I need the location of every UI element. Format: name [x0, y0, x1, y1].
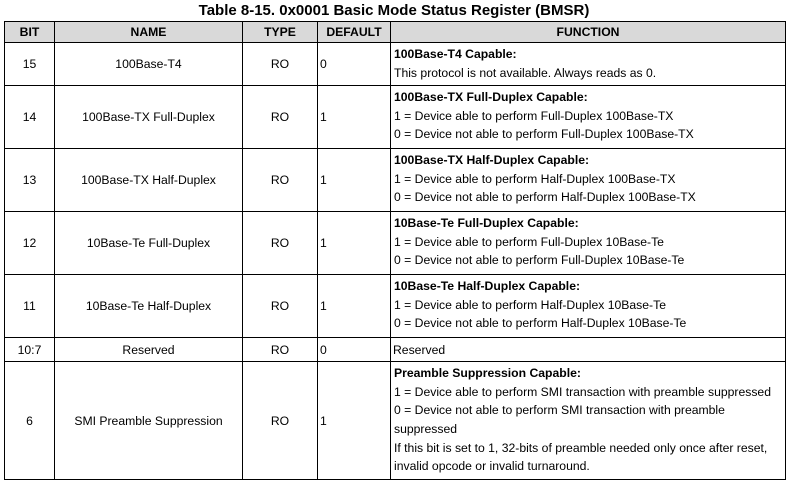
cell-type: RO — [243, 338, 318, 362]
header-default: DEFAULT — [318, 22, 391, 43]
cell-function: Reserved — [391, 338, 786, 362]
function-line: 1 = Device able to perform Full-Duplex 100Base-TX — [394, 108, 674, 123]
cell-function — [391, 86, 786, 149]
cell-function — [391, 43, 786, 86]
cell-name: 100Base-T4 — [55, 43, 243, 86]
cell-type: RO — [243, 275, 318, 338]
function-line: 1 = Device able to perform Half-Duplex 10Base-Te — [394, 297, 666, 312]
table-row — [5, 86, 786, 149]
header-name: NAME — [55, 22, 243, 43]
cell-bit: 14 — [5, 86, 55, 149]
cell-bit: 10:7 — [5, 338, 55, 362]
cell-name: 100Base-TX Full-Duplex — [55, 86, 243, 149]
cell-bit: 13 — [5, 149, 55, 212]
function-line: 0 = Device not able to perform Full-Duplex 100Base-TX — [394, 127, 694, 142]
header-type: TYPE — [243, 22, 318, 43]
table-row — [5, 43, 786, 86]
function-line: 1 = Device able to perform Full-Duplex 10Base-Te — [394, 234, 664, 249]
cell-name: 10Base-Te Half-Duplex — [55, 275, 243, 338]
table-row — [5, 362, 786, 480]
function-line: 0 = Device not able to perform Half-Duplex 100Base-TX — [394, 190, 696, 205]
cell-default: 1 — [318, 212, 391, 275]
header-row — [5, 22, 786, 43]
function-line: If this bit is set to 1, 32-bits of preamble needed only once after reset, invalid opcode or invalid turnaround. — [394, 440, 768, 474]
cell-type: RO — [243, 149, 318, 212]
cell-function — [391, 212, 786, 275]
cell-name: 10Base-Te Full-Duplex — [55, 212, 243, 275]
cell-default: 1 — [318, 86, 391, 149]
table-title: Table 8-15. 0x0001 Basic Mode Status Register (BMSR) — [198, 2, 590, 19]
cell-name: SMI Preamble Suppression — [55, 362, 243, 480]
cell-bit: 12 — [5, 212, 55, 275]
header-function: FUNCTION — [391, 22, 786, 43]
cell-default: 1 — [318, 149, 391, 212]
bmsr-register-table — [4, 21, 786, 480]
header-bit: BIT — [5, 22, 55, 43]
function-title: 10Base-Te Half-Duplex Capable: — [394, 279, 581, 294]
function-title: 100Base-TX Full-Duplex Capable: — [394, 90, 588, 105]
table-row — [5, 149, 786, 212]
cell-type: RO — [243, 43, 318, 86]
cell-default: 1 — [318, 275, 391, 338]
cell-function — [391, 275, 786, 338]
cell-type: RO — [243, 212, 318, 275]
cell-type: RO — [243, 86, 318, 149]
cell-name: 100Base-TX Half-Duplex — [55, 149, 243, 212]
cell-function — [391, 362, 786, 480]
function-line: 1 = Device able to perform Half-Duplex 100Base-TX — [394, 171, 676, 186]
function-title: Preamble Suppression Capable: — [394, 366, 581, 381]
cell-bit: 11 — [5, 275, 55, 338]
table-row — [5, 338, 786, 362]
cell-type: RO — [243, 362, 318, 480]
table-row — [5, 275, 786, 338]
function-title: 100Base-TX Half-Duplex Capable: — [394, 153, 590, 168]
cell-function — [391, 149, 786, 212]
function-title: 100Base-T4 Capable: — [394, 47, 517, 61]
cell-default: 0 — [318, 43, 391, 86]
cell-default: 0 — [318, 338, 391, 362]
function-line: 1 = Device able to perform SMI transaction with preamble suppressed — [394, 384, 771, 399]
function-title: 10Base-Te Full-Duplex Capable: — [394, 216, 579, 231]
table-row — [5, 212, 786, 275]
function-line: 0 = Device not able to perform Full-Duplex 10Base-Te — [394, 253, 685, 268]
cell-name: Reserved — [55, 338, 243, 362]
function-line: 0 = Device not able to perform SMI transaction with preamble suppressed — [394, 403, 725, 436]
cell-default: 1 — [318, 362, 391, 480]
function-line: This protocol is not available. Always reads as 0. — [394, 65, 657, 80]
function-line: 0 = Device not able to perform Half-Duplex 10Base-Te — [394, 316, 687, 331]
cell-bit: 15 — [5, 43, 55, 86]
cell-bit: 6 — [5, 362, 55, 480]
